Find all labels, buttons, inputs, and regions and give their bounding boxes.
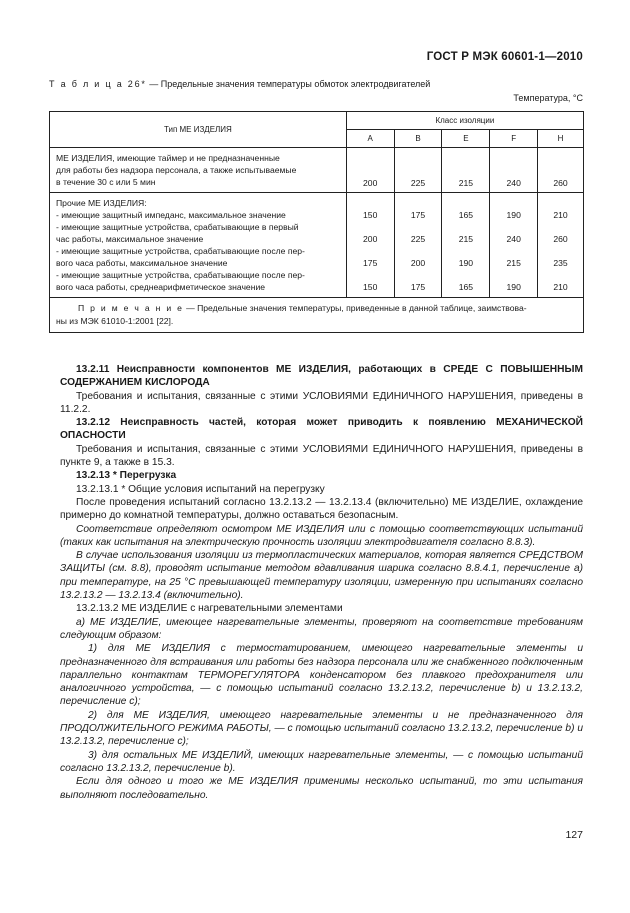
row2-line: - имеющие защитные устройства, срабатывающие после пер- [56, 246, 305, 256]
row2-values-e [442, 193, 490, 298]
subsection-heading: 13.2.13.1 * Общие условия испытаний на перегрузку [76, 483, 325, 495]
table-row [50, 193, 584, 298]
row1-line: МЕ ИЗДЕЛИЯ, имеющие таймер и не предназначенные [56, 153, 280, 163]
row2-line: - имеющие защитный импеданс, максимальное значение [56, 210, 286, 220]
row1-line: для работы без надзора персонала, а также испытываемые [56, 165, 297, 175]
section-heading: 13.2.12 Неисправность частей, которая может приводить к появлению МЕХАНИЧЕСКОЙ ОПАСНОСТИ [60, 417, 583, 442]
cell-value: 190 [458, 258, 474, 268]
note-label: П р и м е ч а н и е [78, 303, 184, 313]
paragraph: а) МЕ ИЗДЕЛИЕ, имеющее нагревательные элементы, проверяют на соответствие требованиям следующим образом: [60, 616, 583, 641]
header-class-e: Е [442, 130, 490, 148]
cell-value: 235 [553, 258, 568, 268]
list-item: 2) для МЕ ИЗДЕЛИЯ, имеющего нагревательные элементы и не предназначенного для ПРОДОЛЖИТЕЛЬНОГО РЕЖИМА РАБОТЫ, — с помощью испытаний согласно 13.2.13.2, перечисление b) и 13.2.13.2, перечисление с); [60, 709, 583, 748]
note-line2: ны из МЭК 61010-1:2001 [22]. [56, 315, 174, 326]
page-number: 127 [565, 829, 583, 841]
list-item: 1) для МЕ ИЗДЕЛИЯ с термостатированием, имеющего нагревательные элементы и предназначенного для встраивания или работы без надзора персонала или же снабженного подключенным параллельно контактам ТЕРМОРЕГУЛЯТОРА конденсатором без плавкого предохранителя или аналогичного устройства, — с помощью испытаний согласно 13.2.13.2, перечисление b) и 13.2.13.2, перечисление с); [60, 643, 583, 708]
header-class-f: F [490, 130, 538, 148]
cell-value: 200 [410, 258, 426, 268]
table-caption [49, 79, 430, 89]
subsection-heading: 13.2.13.2 МЕ ИЗДЕЛИЕ с нагревательными элементами [76, 603, 343, 615]
cell-value: 215 [506, 258, 521, 268]
header-class-a: А [346, 130, 394, 148]
temperature-table [49, 111, 584, 333]
section-heading: 13.2.11 Неисправности компонентов МЕ ИЗДЕЛИЯ, работающих в СРЕДЕ С ПОВЫШЕННЫМ СОДЕРЖАНИЕМ КИСЛОРОДА [60, 364, 583, 389]
row1-description [50, 148, 347, 193]
cell-value: 260 [553, 234, 568, 244]
table-row [50, 148, 584, 193]
row2-line: - имеющие защитные устройства, срабатывающие в первый [56, 222, 299, 232]
cell-value: 150 [363, 282, 378, 292]
paragraph: Требования и испытания, связанные с этими УСЛОВИЯМИ ЕДИНИЧНОГО НАРУШЕНИЯ, приведены в пункте 9, а также в 15.3. [60, 443, 583, 469]
header-class-h: Н [538, 130, 584, 148]
table-caption-text: — Предельные значения температуры обмоток электродвигателей [146, 79, 431, 89]
cell-value: 165 [458, 210, 474, 220]
row1-line: в течение 30 с или 5 мин [56, 177, 156, 187]
cell-value: 165 [458, 282, 474, 292]
cell-value: 175 [410, 282, 426, 292]
section-heading: 13.2.13 * Перегрузка [76, 470, 177, 482]
document-body [60, 363, 583, 802]
row1-value-f: 240 [490, 148, 538, 193]
cell-value: 210 [553, 210, 568, 220]
header-type: Тип МЕ ИЗДЕЛИЯ [50, 112, 347, 148]
cell-value: 225 [410, 234, 426, 244]
row2-line: час работы, максимальное значение [56, 234, 204, 244]
cell-value: 190 [506, 210, 521, 220]
row1-value-e: 215 [442, 148, 490, 193]
header-class: Класс изоляции [346, 112, 583, 130]
table-unit: Температура, °С [513, 93, 583, 103]
paragraph: Соответствие определяют осмотром МЕ ИЗДЕЛИЯ или с помощью соответствующих испытаний (таких как испытания на электрическую прочность изоляции электродвигателя согласно 8.8.3). [60, 523, 583, 548]
cell-value: 200 [363, 234, 378, 244]
row1-value-h: 260 [538, 148, 584, 193]
cell-value: 215 [458, 234, 474, 244]
header-class-b: В [394, 130, 442, 148]
row2-values-f [490, 193, 538, 298]
paragraph: После проведения испытаний согласно 13.2.13.2 — 13.2.13.4 (включительно) МЕ ИЗДЕЛИЕ, охлаждение примерно до комнатной температуры, должно оставаться безопасным. [60, 496, 583, 522]
row2-description [50, 193, 347, 298]
row2-line: - имеющие защитные устройства, срабатывающие после пер- [56, 270, 305, 280]
cell-value: 240 [506, 234, 521, 244]
cell-value: 175 [410, 210, 426, 220]
document-header: ГОСТ Р МЭК 60601-1—2010 [426, 51, 583, 63]
row1-value-a: 200 [346, 148, 394, 193]
table-note [50, 298, 584, 333]
row1-value-b: 225 [394, 148, 442, 193]
cell-value: 190 [506, 282, 521, 292]
cell-value: 210 [553, 282, 568, 292]
row2-values-b [394, 193, 442, 298]
paragraph: Если для одного и того же МЕ ИЗДЕЛИЯ применимы несколько испытаний, то эти испытания выполняют последовательно. [60, 776, 583, 801]
row2-line: вого часа работы, среднеарифметическое значение [56, 282, 266, 292]
row2-values-h [538, 193, 584, 298]
row2-values-a [346, 193, 394, 298]
row2-line: вого часа работы, максимальное значение [56, 258, 228, 268]
cell-value: 150 [363, 210, 378, 220]
paragraph: В случае использования изоляции из термопластических материалов, которая является СРЕДСТВОМ ЗАЩИТЫ (см. 8.8), проводят испытание методом вдавливания шарика согласно 8.8.4.1, перечисление а) при температуре, на 25 °С превышающей температуру изоляции, измеренную при испытаниях согласно 13.2.13.2 — 13.2.13.4 (включительно). [60, 550, 583, 602]
table-caption-label: Т а б л и ц а 26* [49, 79, 147, 89]
cell-value: 175 [363, 258, 378, 268]
list-item: 3) для остальных МЕ ИЗДЕЛИЙ, имеющих нагревательные элементы, — с помощью испытаний согласно 13.2.13.2, перечисление b). [60, 749, 583, 774]
row2-line: Прочие МЕ ИЗДЕЛИЯ: [56, 198, 147, 208]
note-line1: — Предельные значения температуры, приведенные в данной таблице, заимствова- [183, 303, 527, 313]
paragraph: Требования и испытания, связанные с этими УСЛОВИЯМИ ЕДИНИЧНОГО НАРУШЕНИЯ, приведены в 11.2.2. [60, 390, 583, 415]
